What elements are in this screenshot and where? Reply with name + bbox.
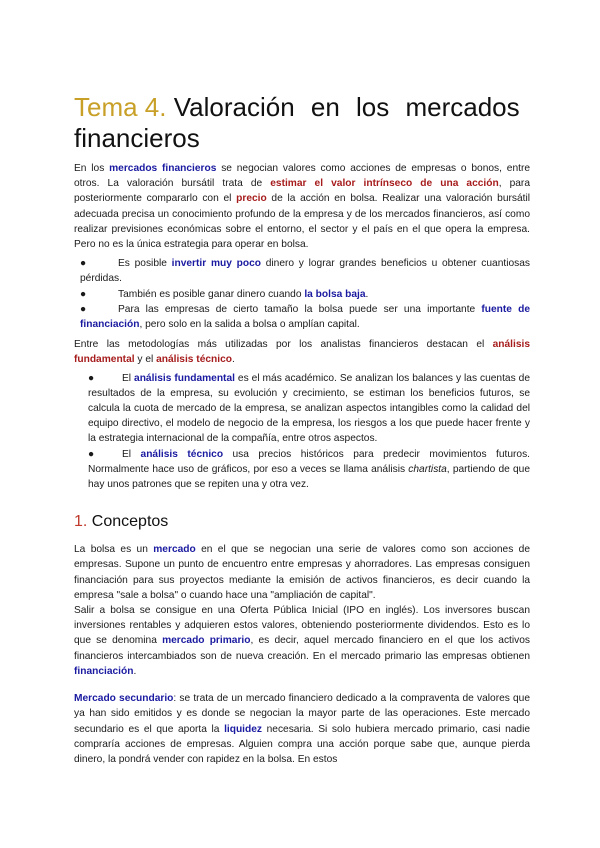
keyword: análisis fundamental xyxy=(74,339,530,366)
conceptos-paragraph: La bolsa es un mercado en el que se negocian una serie de valores como son acciones de empresas. Supone un punto de encuentro entre empresas y ahorradores. Las empresas consiguen financiación para sus proyectos mediante la emisión de activos financieros, es decir cuando la empresa "sale a bolsa" o cuando hace una "ampliación de capital". Salir a bolsa se consigue en una Oferta Pública Inicial (IPO en inglés). Los inversores buscan inversiones rentables y adquieren estos valores, obteniendo posteriormente dividendos. Esto es lo que se denomina mercado primario, es decir, aquel mercado financiero en el que los activos financieros intercambiados son de nueva creación. En el mercado primario las empresas obtienen financiación. xyxy=(74,544,530,677)
keyword: liquidez xyxy=(224,723,262,735)
keyword: la bolsa baja xyxy=(304,288,366,300)
keyword: invertir muy poco xyxy=(171,258,261,270)
title-number: Tema 4. xyxy=(74,92,167,122)
keyword: Mercado secundario xyxy=(74,693,174,705)
keyword: fuente de financiación xyxy=(80,303,530,331)
section-heading xyxy=(74,512,530,532)
title-text-line2: financieros xyxy=(74,123,200,153)
title-text-line1: Valoración en los mercados xyxy=(173,92,520,122)
secundario-paragraph: Mercado secundario: se trata de un mercado financiero dedicado a la compraventa de valores que ya han sido emitidos y es donde se negocian la mayor parte de las operaciones. Este mercado secundario es el que aporta la liquidez necesaria. Si solo hubiera mercado primario, casi nadie compraría acciones de empresas. Alguien compra una acción porque sabe que, aunque pierda dinero, la pondrá vender con rapidez en la bolsa. En estos xyxy=(74,693,531,765)
methods-list xyxy=(88,371,530,493)
keyword: precio xyxy=(236,193,267,205)
keyword: mercados financieros xyxy=(109,163,217,174)
document-page xyxy=(74,92,530,767)
list-item: ● El análisis técnico usa precios históricos para predecir movimientos futuros. Normalmente hace uso de gráficos, por eso a veces se llama análisis chartista, partiendo de que hay unos patrones que se repiten una y otra vez. xyxy=(88,448,531,491)
methods-paragraph: Entre las metodologías más utilizadas por los analistas financieros destacan el análisis fundamental y el análisis técnico. xyxy=(74,339,530,366)
keyword: mercado xyxy=(153,544,196,556)
keyword: estimar el valor intrínseco de una acción xyxy=(270,178,499,190)
section-number: 1. xyxy=(74,513,88,531)
section-title: Conceptos xyxy=(91,513,169,531)
list-item: ● El análisis fundamental es el más académico. Se analizan los balances y las cuentas de resultados de la empresa, su evolución y crecimiento, se estiman los beneficios futuros, se calcula la cuota de mercado de la empresa, se analizan aspectos intangibles como la calidad del equipo directivo, el modelo de negocio de la empresa, los riesgos a los que puede hacer frente y la estrategia internacional de la compañía, entre otros aspectos. xyxy=(88,372,530,445)
keyword: mercado primario xyxy=(162,635,251,647)
keyword: análisis técnico xyxy=(140,448,224,460)
intro-paragraph: En los mercados financieros se negocian valores como acciones de empresas o bonos, entre otros. La valoración bursátil trata de estimar el valor intrínseco de una acción, para posteriormente compararlo con el precio de la acción en bolsa. Realizar una valoración bursátil adecuada precisa un conocimiento profundo de la empresa y de los mercados financieros, así como realizar previsiones económicas sobre el entorno, el sector y el país en el que opera la empresa. Pero no es la única estrategia para operar en bolsa. xyxy=(74,163,531,251)
list-item: ● Es posible invertir muy poco dinero y lograr grandes beneficios u obtener cuantiosas pérdidas. xyxy=(80,258,530,285)
keyword: análisis técnico xyxy=(156,354,232,366)
list-item: ● Para las empresas de cierto tamaño la bolsa puede ser una importante fuente de financiación, pero solo en la salida a bolsa o amplían capital. xyxy=(80,303,530,331)
advantages-list xyxy=(74,256,530,332)
page-title xyxy=(74,92,530,154)
list-item: ● También es posible ganar dinero cuando la bolsa baja. xyxy=(80,288,369,300)
keyword: financiación xyxy=(74,665,134,677)
keyword: análisis fundamental xyxy=(134,372,235,384)
